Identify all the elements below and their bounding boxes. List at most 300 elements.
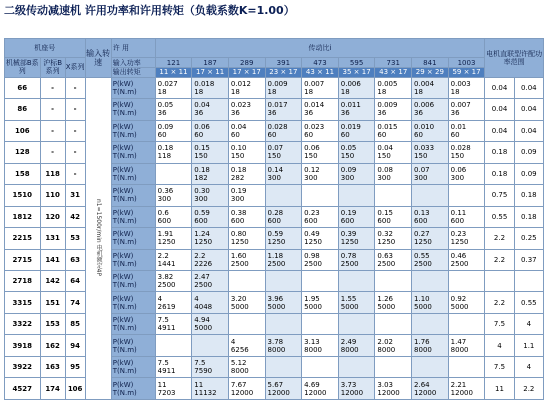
torque-value: 4911: [157, 324, 176, 333]
value-cell: [448, 163, 485, 184]
frame-x-value: 74: [65, 292, 85, 313]
value-cell: [265, 185, 302, 206]
torque-value: 5000: [267, 302, 286, 311]
torque-value: 600: [304, 216, 318, 225]
range-max: 2.2: [485, 228, 514, 249]
range-max: 4: [485, 335, 514, 356]
torque-value: 12000: [450, 388, 473, 397]
power-value: 0.007: [304, 79, 325, 88]
torque-value: 12000: [230, 388, 254, 397]
power-value: 0.18: [194, 165, 210, 174]
value-cell: [155, 313, 192, 334]
torque-value: 7590: [194, 367, 213, 376]
value-cell: [302, 313, 339, 334]
power-value: 0.003: [450, 79, 471, 88]
power-value: 11: [194, 380, 204, 389]
torque-value: 282: [230, 173, 245, 182]
power-label: P(kW): [112, 165, 134, 174]
power-label: P(kW): [112, 144, 134, 153]
power-value: 0.04: [377, 144, 394, 153]
power-value: 0.004: [414, 79, 435, 88]
frame-b-value: 2215: [5, 228, 41, 249]
torque-label: T(N.m): [112, 173, 137, 182]
torque-value: 600: [267, 216, 281, 225]
power-value: 1.26: [377, 294, 394, 303]
torque-value: 5000: [414, 302, 432, 311]
frame-b-value: 128: [5, 142, 41, 163]
torque-value: 36: [304, 109, 314, 118]
torque-value: 1250: [377, 238, 396, 247]
frame-p-value: -: [40, 99, 65, 120]
torque-label: T(N.m): [112, 367, 137, 376]
power-value: 0.09: [157, 122, 174, 131]
value-cell: [412, 378, 449, 400]
value-cell: [265, 163, 302, 184]
power-value: 3.96: [267, 294, 284, 303]
value-cell: [228, 77, 265, 98]
power-value: 3.13: [304, 337, 320, 346]
power-value: 0.04: [230, 122, 247, 131]
torque-label: T(N.m): [112, 388, 137, 397]
value-cell: [265, 313, 302, 334]
unit-labels: [111, 271, 155, 292]
power-value: 2.49: [340, 337, 357, 346]
ratio-value: 731: [375, 58, 412, 68]
value-cell: [448, 292, 485, 313]
power-value: 2.47: [194, 273, 210, 282]
power-value: 0.009: [377, 101, 398, 110]
torque-value: 300: [267, 173, 281, 182]
torque-value: 18: [450, 87, 460, 96]
value-cell: [338, 185, 375, 206]
power-value: 7.5: [194, 359, 206, 368]
unit-labels: [111, 378, 155, 400]
torque-value: 60: [267, 130, 277, 139]
frame-x-value: -: [65, 99, 85, 120]
frame-p-value: -: [40, 120, 65, 141]
torque-value: 60: [304, 130, 314, 139]
frame-no-header: 机座号: [5, 39, 86, 58]
torque-value: 7203: [157, 388, 176, 397]
power-value: 0.39: [340, 230, 357, 239]
power-value: 0.012: [230, 79, 251, 88]
power-value: 2.2: [157, 251, 169, 260]
power-value: 0.028: [267, 122, 288, 131]
range-min: [514, 271, 543, 292]
power-value: 0.12: [304, 165, 320, 174]
value-cell: [338, 228, 375, 249]
left-label-1: 输入功率: [111, 58, 155, 68]
torque-label: T(N.m): [112, 302, 137, 311]
value-cell: [228, 271, 265, 292]
value-cell: [265, 271, 302, 292]
value-cell: [302, 142, 339, 163]
value-cell: [448, 99, 485, 120]
value-cell: [338, 77, 375, 98]
value-cell: [302, 228, 339, 249]
frame-p-value: 162: [40, 335, 65, 356]
value-cell: [338, 99, 375, 120]
power-value: 0.23: [450, 230, 467, 239]
power-value: 4: [157, 294, 163, 303]
table-row: [5, 77, 544, 98]
frame-p-value: 118: [40, 163, 65, 184]
torque-label: T(N.m): [112, 109, 137, 118]
power-value: 0.92: [450, 294, 467, 303]
value-cell: [155, 292, 192, 313]
ratio-detail: 43 × 11: [302, 67, 339, 77]
value-cell: [265, 378, 302, 400]
range-min: 1.1: [514, 335, 543, 356]
torque-value: 300: [377, 173, 391, 182]
value-cell: [228, 99, 265, 120]
value-cell: [302, 292, 339, 313]
ratio-detail: 11 × 11: [155, 67, 192, 77]
value-cell: [412, 163, 449, 184]
torque-value: 18: [157, 87, 167, 96]
power-value: 1.55: [340, 294, 357, 303]
frame-p-value: 142: [40, 271, 65, 292]
power-value: 0.6: [157, 208, 169, 217]
unit-labels: [111, 249, 155, 270]
power-value: 3.82: [157, 273, 174, 282]
value-cell: [302, 99, 339, 120]
value-cell: [155, 356, 192, 377]
unit-labels: [111, 313, 155, 334]
range-min: 2.2: [514, 378, 543, 400]
value-cell: [265, 120, 302, 141]
frame-x-value: 63: [65, 249, 85, 270]
range-max: 2.2: [485, 292, 514, 313]
torque-value: 60: [377, 130, 387, 139]
power-value: 0.01: [450, 122, 467, 131]
range-max: 0.75: [485, 185, 514, 206]
torque-value: 36: [230, 109, 240, 118]
frame-x-value: 85: [65, 313, 85, 334]
power-value: 0.30: [194, 187, 210, 196]
torque-value: 1250: [157, 238, 176, 247]
power-value: 0.11: [450, 208, 467, 217]
value-cell: [155, 378, 192, 400]
torque-value: 300: [157, 195, 172, 204]
power-value: 0.80: [230, 230, 247, 239]
value-cell: [192, 163, 229, 184]
value-cell: [192, 313, 229, 334]
left-label-0: 许 用: [111, 39, 155, 58]
torque-label: T(N.m): [112, 216, 137, 225]
unit-labels: [111, 99, 155, 120]
frame-x-value: -: [65, 163, 85, 184]
power-value: 0.05: [340, 144, 357, 153]
power-value: 0.23: [304, 208, 320, 217]
value-cell: [192, 356, 229, 377]
power-value: 0.015: [377, 122, 398, 131]
range-max: [485, 271, 514, 292]
power-label: P(kW): [112, 251, 134, 260]
torque-value: 600: [340, 216, 355, 225]
torque-value: 1250: [340, 238, 359, 247]
value-cell: [412, 249, 449, 270]
power-label: P(kW): [112, 294, 134, 303]
torque-value: 36: [340, 109, 350, 118]
power-value: 0.13: [414, 208, 430, 217]
value-cell: [338, 142, 375, 163]
value-cell: [192, 292, 229, 313]
value-cell: [155, 77, 192, 98]
frame-p-value: 110: [40, 185, 65, 206]
torque-value: 600: [377, 216, 391, 225]
value-cell: [228, 163, 265, 184]
power-value: 0.027: [157, 79, 178, 88]
value-cell: [228, 185, 265, 206]
torque-value: 5000: [304, 302, 322, 311]
value-cell: [375, 120, 412, 141]
frame-p-value: 153: [40, 313, 65, 334]
frame-x-value: 95: [65, 356, 85, 377]
power-label: P(kW): [112, 101, 134, 110]
power-value: 7.67: [230, 380, 247, 389]
frame-x-value: 64: [65, 271, 85, 292]
power-value: 2.64: [414, 380, 430, 389]
value-cell: [338, 356, 375, 377]
value-cell: [155, 335, 192, 356]
torque-value: 12000: [414, 388, 437, 397]
value-cell: [448, 249, 485, 270]
power-label: P(kW): [112, 208, 134, 217]
value-cell: [302, 185, 339, 206]
range-max: 11: [485, 378, 514, 400]
torque-value: 8000: [267, 345, 286, 354]
unit-labels: [111, 77, 155, 98]
value-cell: [155, 120, 192, 141]
torque-value: 150: [194, 152, 208, 161]
ratio-value: 289: [228, 58, 265, 68]
torque-value: 36: [414, 109, 423, 118]
value-cell: [192, 335, 229, 356]
value-cell: [448, 206, 485, 227]
value-cell: [302, 378, 339, 400]
range-min: 0.04: [514, 77, 543, 98]
ratio-detail: 35 × 17: [338, 67, 375, 77]
value-cell: [192, 228, 229, 249]
torque-value: 18: [377, 87, 387, 96]
range-min: 0.25: [514, 228, 543, 249]
value-cell: [448, 313, 485, 334]
power-label: P(kW): [112, 316, 134, 325]
ratio-value: 187: [192, 58, 229, 68]
torque-value: 600: [157, 216, 172, 225]
value-cell: [265, 228, 302, 249]
value-cell: [302, 120, 339, 141]
value-cell: [375, 228, 412, 249]
range-min: 4: [514, 356, 543, 377]
value-cell: [375, 356, 412, 377]
value-cell: [338, 378, 375, 400]
range-min: 0.09: [514, 163, 543, 184]
power-value: 0.78: [340, 251, 357, 260]
torque-label: T(N.m): [112, 324, 137, 333]
torque-value: 2500: [267, 259, 286, 268]
frame-x-value: -: [65, 77, 85, 98]
torque-value: 60: [194, 130, 204, 139]
value-cell: [155, 142, 192, 163]
torque-value: 2500: [194, 281, 213, 290]
power-value: 0.28: [267, 208, 284, 217]
torque-value: 60: [450, 130, 460, 139]
value-cell: [228, 292, 265, 313]
power-value: 0.005: [377, 79, 398, 88]
torque-value: 36: [377, 109, 387, 118]
value-cell: [412, 206, 449, 227]
value-cell: [228, 378, 265, 400]
torque-value: 150: [340, 152, 355, 161]
value-cell: [412, 313, 449, 334]
frame-x-value: 31: [65, 185, 85, 206]
power-value: 0.09: [340, 165, 357, 174]
value-cell: [375, 335, 412, 356]
torque-value: 2619: [157, 302, 176, 311]
value-cell: [192, 185, 229, 206]
frame-b-value: 2715: [5, 249, 41, 270]
frame-b-header: 机械部B系列: [5, 59, 39, 76]
power-value: 0.06: [450, 165, 467, 174]
value-cell: [412, 185, 449, 206]
torque-label: T(N.m): [112, 87, 137, 96]
power-value: 1.24: [194, 230, 210, 239]
torque-value: 36: [194, 109, 204, 118]
range-max: 7.5: [485, 313, 514, 334]
range-min: 0.37: [514, 249, 543, 270]
power-label: P(kW): [112, 380, 134, 389]
power-value: 0.10: [230, 144, 247, 153]
torque-value: 12000: [304, 388, 327, 397]
value-cell: [155, 163, 192, 184]
value-cell: [265, 335, 302, 356]
frame-x-header: X系列: [65, 58, 85, 77]
torque-label: T(N.m): [112, 281, 137, 290]
torque-value: 18: [267, 87, 277, 96]
range-max: 0.04: [485, 99, 514, 120]
torque-value: 8000: [340, 345, 359, 354]
value-cell: [155, 185, 192, 206]
value-cell: [375, 142, 412, 163]
value-cell: [228, 335, 265, 356]
range-min: 0.55: [514, 292, 543, 313]
power-value: 1.18: [267, 251, 284, 260]
unit-labels: [111, 228, 155, 249]
frame-x-value: -: [65, 142, 85, 163]
power-value: 3.78: [267, 337, 284, 346]
torque-label: T(N.m): [112, 195, 137, 204]
range-max: 0.18: [485, 142, 514, 163]
torque-value: 6256: [230, 345, 249, 354]
frame-b-value: 3315: [5, 292, 41, 313]
ratio-value: 391: [265, 58, 302, 68]
power-value: 5.67: [267, 380, 284, 389]
value-cell: [265, 99, 302, 120]
value-cell: [375, 271, 412, 292]
frame-p-value: -: [40, 77, 65, 98]
power-value: 0.55: [414, 251, 430, 260]
torque-value: 4048: [194, 302, 213, 311]
value-cell: [265, 77, 302, 98]
frame-p-value: 174: [40, 378, 65, 400]
value-cell: [375, 378, 412, 400]
power-value: 0.019: [340, 122, 361, 131]
ratio-value: 1003: [448, 58, 485, 68]
power-value: 3.20: [230, 294, 247, 303]
frame-x-value: 42: [65, 206, 85, 227]
torque-value: 2226: [194, 259, 213, 268]
power-value: 0.07: [267, 144, 284, 153]
torque-value: 150: [450, 152, 465, 161]
value-cell: [375, 249, 412, 270]
torque-value: 1250: [450, 238, 469, 247]
torque-value: 300: [340, 173, 355, 182]
power-value: 2.2: [194, 251, 206, 260]
power-value: 11: [157, 380, 167, 389]
unit-labels: [111, 356, 155, 377]
range-max: 0.55: [485, 206, 514, 227]
power-value: 1.47: [450, 337, 467, 346]
value-cell: [412, 228, 449, 249]
value-cell: [448, 228, 485, 249]
power-value: 4.94: [194, 316, 210, 325]
value-cell: [412, 142, 449, 163]
power-value: 0.08: [377, 165, 394, 174]
power-label: P(kW): [112, 122, 134, 131]
value-cell: [412, 120, 449, 141]
value-cell: [192, 142, 229, 163]
value-cell: [338, 313, 375, 334]
torque-value: 2500: [230, 259, 249, 268]
unit-labels: [111, 142, 155, 163]
torque-value: 60: [414, 130, 423, 139]
power-value: 0.36: [157, 187, 174, 196]
power-value: 0.014: [304, 101, 325, 110]
value-cell: [155, 99, 192, 120]
motor-speed-label: [85, 77, 111, 399]
torque-value: 18: [230, 87, 240, 96]
unit-labels: [111, 292, 155, 313]
value-cell: [375, 163, 412, 184]
torque-value: 300: [194, 195, 208, 204]
torque-value: 600: [230, 216, 245, 225]
frame-p-value: 120: [40, 206, 65, 227]
power-value: 0.017: [267, 101, 288, 110]
power-value: 0.38: [230, 208, 247, 217]
torque-value: 300: [304, 173, 318, 182]
range-min: 0.09: [514, 142, 543, 163]
frame-b-value: 158: [5, 163, 41, 184]
power-value: 0.59: [194, 208, 210, 217]
torque-value: 11132: [194, 388, 217, 397]
range-min: 0.04: [514, 99, 543, 120]
value-cell: [192, 77, 229, 98]
torque-value: 1250: [304, 238, 322, 247]
unit-labels: [111, 120, 155, 141]
power-value: 0.018: [194, 79, 215, 88]
value-cell: [265, 206, 302, 227]
frame-x-value: 106: [65, 378, 85, 400]
value-cell: [448, 185, 485, 206]
torque-value: 8000: [414, 345, 432, 354]
value-cell: [192, 206, 229, 227]
torque-value: 18: [304, 87, 314, 96]
value-cell: [375, 313, 412, 334]
unit-labels: [111, 185, 155, 206]
power-value: 0.46: [450, 251, 467, 260]
